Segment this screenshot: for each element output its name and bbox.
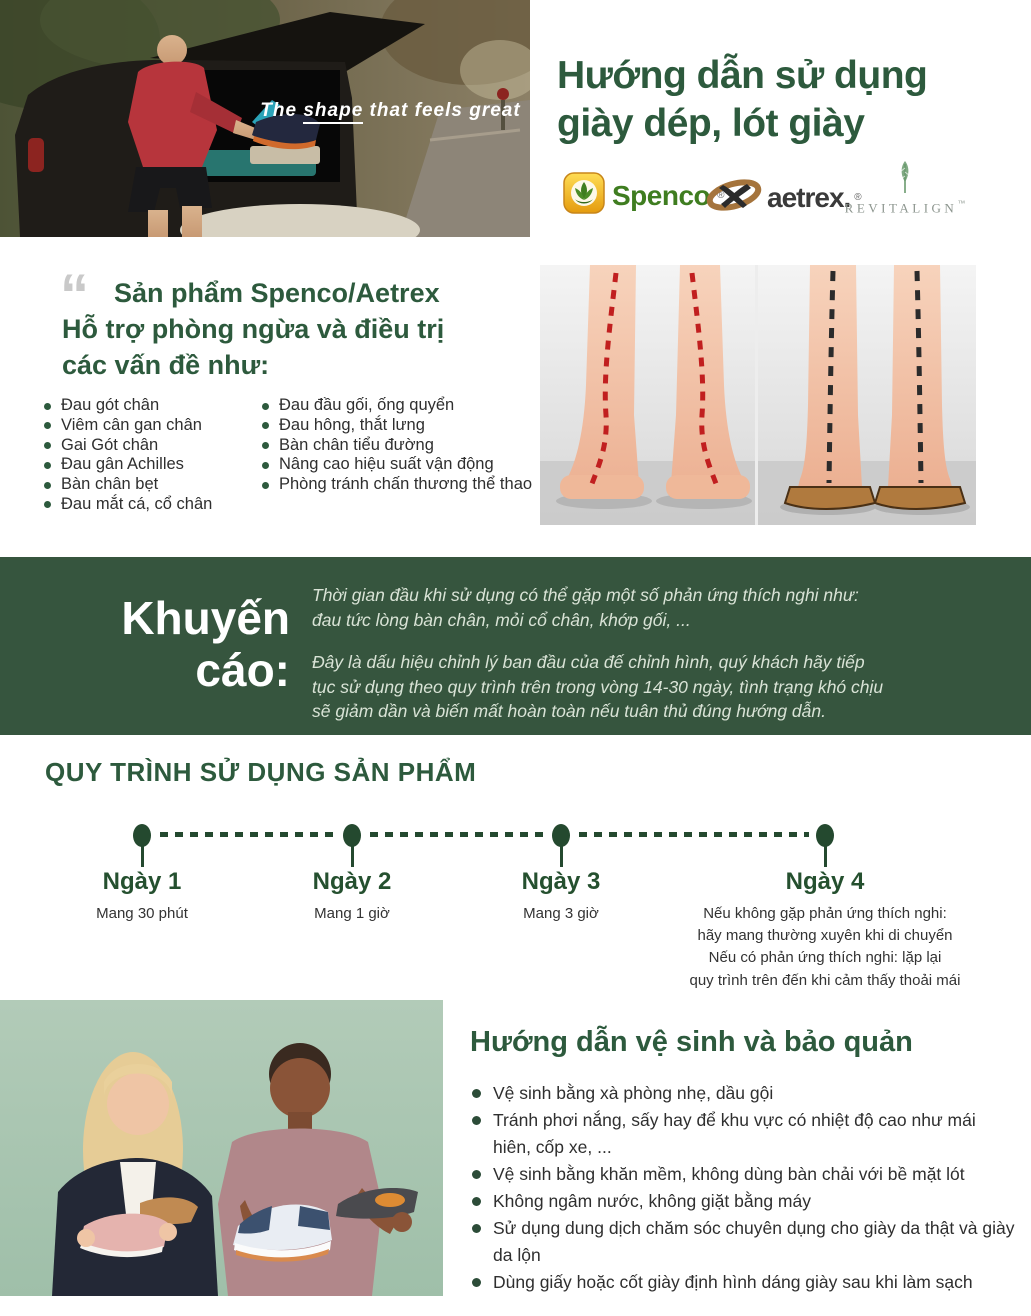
revitalign-logo [805, 160, 1005, 217]
benefit-item: Bàn chân bẹt [42, 475, 254, 495]
warning-label [58, 593, 290, 696]
timeline-step-1 [42, 868, 242, 925]
step-label: Ngày 4 [785, 868, 865, 895]
benefits-heading [62, 276, 542, 384]
aetrex-oval-x-icon [705, 176, 763, 219]
benefit-item: Đau gót chân [42, 396, 254, 416]
timeline-step-4 [630, 868, 1020, 992]
care-item: Vệ sinh bằng khăn mềm, không dùng bàn chải với bề mặt lót [470, 1161, 1018, 1188]
quote-icon: “ [60, 263, 89, 328]
spenco-trademark: ® [717, 190, 725, 201]
revitalign-trademark: ™ [957, 199, 966, 208]
step-label: Ngày 3 [521, 868, 601, 895]
benefit-item: Phòng tránh chấn thương thể thao [260, 475, 538, 495]
aetrex-trademark: ® [854, 192, 862, 203]
warning-paragraph-1: Thời gian đầu khi sử dụng có thể gặp một số phản ứng thích nghi như: đau tức lòng bàn chân, mỏi cổ chân, khớp gối, ... [312, 585, 859, 630]
hero-photo [0, 0, 530, 237]
warning-band [0, 557, 1031, 735]
timeline-connector [160, 832, 336, 837]
care-item: Tránh phơi nắng, sấy hay để khu vực có nhiệt độ cao như mái hiên, cốp xe, ... [470, 1107, 1018, 1161]
timeline-dot-2 [343, 824, 361, 847]
warning-text [312, 583, 892, 724]
timeline-connector [579, 832, 809, 837]
benefit-item: Đau mắt cá, cổ chân [42, 495, 254, 515]
benefit-item: Đau gân Achilles [42, 455, 254, 475]
timeline-stem [824, 845, 827, 867]
brand-logos [560, 166, 1020, 232]
step-desc: Nếu không gặp phản ứng thích nghi: hãy mang thường xuyên khi di chuyển Nếu có phản ứng thích nghi: lặp lại quy trình trên đến khi cảm thấy thoải mái [689, 905, 961, 989]
care-photo [0, 1000, 443, 1296]
feet-alignment-image [540, 265, 976, 525]
benefits-heading-line2: Hỗ trợ phòng ngừa và điều trị [62, 313, 445, 344]
care-photo-illustration [0, 1000, 443, 1296]
benefits-heading-line3: các vấn đề như: [62, 349, 270, 380]
timeline-step-2 [252, 868, 452, 925]
hero-caption-post: that feels great [363, 100, 521, 121]
care-list [470, 1080, 1018, 1296]
care-item: Dùng giấy hoặc cốt giày định hình dáng giày sau khi làm sạch [470, 1269, 1018, 1296]
care-item: Không ngâm nước, không giặt bằng máy [470, 1188, 1018, 1215]
benefits-column-1 [42, 396, 254, 515]
process-heading: QUY TRÌNH SỬ DỤNG SẢN PHẨM [45, 757, 477, 787]
hero-caption-pre: The [260, 100, 304, 121]
aetrex-wordmark: aetrex. [767, 181, 851, 213]
timeline-dot-4 [816, 824, 834, 847]
step-desc: Mang 30 phút [96, 905, 188, 922]
page-title [557, 52, 1007, 147]
spenco-lotus-icon [563, 172, 605, 219]
revitalign-wordmark: REVITALIGN [844, 200, 958, 216]
benefits-heading-line1: Sản phẩm Spenco/Aetrex [114, 278, 440, 308]
timeline-dot-3 [552, 824, 570, 847]
benefits-column-2 [260, 396, 538, 495]
timeline-connector [370, 832, 545, 837]
warning-paragraph-2: Đây là dấu hiệu chỉnh lý ban đầu của đế chỉnh hình, quý khách hãy tiếp tục sử dụng theo quy trình trên trong vòng 14-30 ngày, tình trạng khó chịu sẽ giảm dần và biến mất hoàn toàn nếu tuân thủ đúng hướng dẫn. [312, 651, 884, 722]
benefit-item: Gai Gót chân [42, 436, 254, 456]
step-desc: Mang 1 giờ [314, 905, 390, 922]
step-label: Ngày 1 [102, 868, 182, 895]
warning-label-line2: cáo: [195, 643, 290, 696]
revitalign-feather-icon [805, 160, 1005, 199]
care-item: Vệ sinh bằng xà phòng nhẹ, dầu gội [470, 1080, 1018, 1107]
benefit-item: Nâng cao hiệu suất vận động [260, 455, 538, 475]
timeline-stem [351, 845, 354, 867]
spenco-logo [563, 172, 725, 219]
benefit-item: Viêm cân gan chân [42, 416, 254, 436]
care-item: Sử dụng dung dịch chăm sóc chuyên dụng cho giày da thật và giày da lộn [470, 1215, 1018, 1269]
spenco-wordmark: Spenco [612, 179, 711, 211]
page-title-line1: Hướng dẫn sử dụng [557, 54, 928, 97]
benefit-item: Đau đầu gối, ống quyển [260, 396, 538, 416]
timeline-stem [141, 845, 144, 867]
timeline-stem [560, 845, 563, 867]
care-heading: Hướng dẫn vệ sinh và bảo quản [470, 1026, 913, 1058]
step-label: Ngày 2 [312, 868, 392, 895]
warning-label-line1: Khuyến [121, 592, 290, 644]
page-title-line2: giày dép, lót giày [557, 101, 865, 145]
hero-caption-underlined-word: shape [303, 100, 363, 124]
step-desc: Mang 3 giờ [523, 905, 599, 922]
feet-alignment-illustration [540, 265, 976, 525]
benefit-item: Bàn chân tiểu đường [260, 436, 538, 456]
hero-caption [248, 100, 533, 122]
benefit-item: Đau hông, thắt lưng [260, 416, 538, 436]
timeline-dot-1 [133, 824, 151, 847]
